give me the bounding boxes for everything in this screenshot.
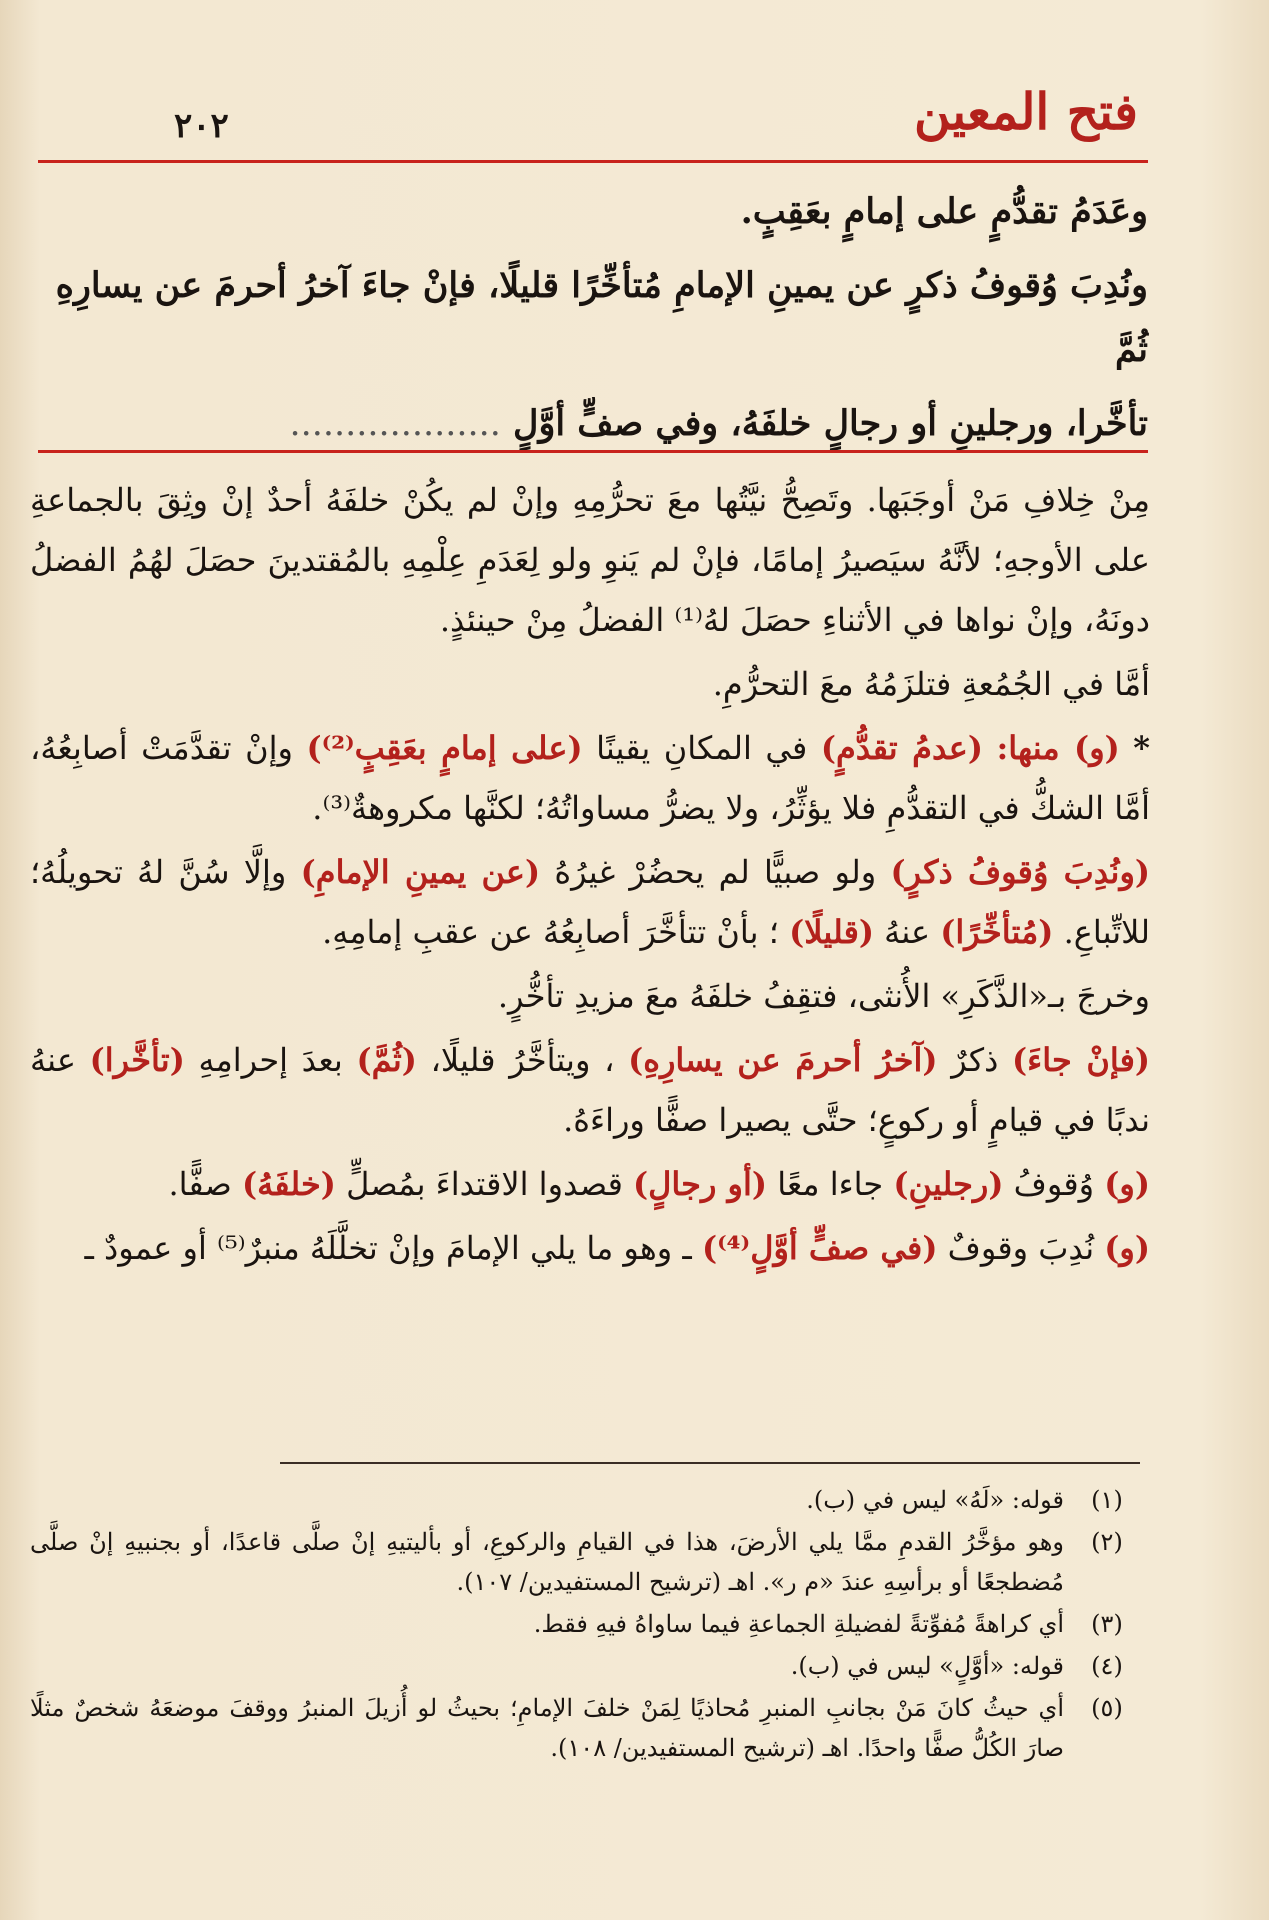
matn-quote: (و) bbox=[1104, 1229, 1150, 1267]
sharh-text-run: عنهُ ندبًا في قيامٍ أو ركوعٍ؛ حتَّى يصيرا صفًّا وراءَهُ. bbox=[30, 1041, 1150, 1139]
matn-quote: (و) bbox=[1104, 1165, 1150, 1203]
sharh-text-run: عنهُ bbox=[884, 913, 931, 951]
matn-quote: (و) منها: bbox=[996, 729, 1120, 767]
sharh-text-run: ولو صبيًّا لم يحضُرْ غيرُهُ bbox=[554, 853, 877, 891]
footnotes bbox=[30, 1480, 1150, 1770]
sharh-text-run: جاءا معًا bbox=[777, 1165, 884, 1203]
matn-line-dots: ................... bbox=[289, 404, 501, 444]
footnote-text: قوله: «لَهُ» ليس في (ب). bbox=[806, 1486, 1064, 1514]
matn-quote: (آخرُ أحرمَ عن يسارِهِ) bbox=[628, 1041, 938, 1079]
sharh-text-run: نُدِبَ وقوفٌ bbox=[947, 1229, 1095, 1267]
matn-quote: (مُتأخِّرًا) bbox=[940, 913, 1054, 951]
matn-quote: (على إمامٍ بعَقِبٍ⁽²⁾) bbox=[306, 729, 583, 767]
sharh-text-run: قصدوا الاقتداءَ بمُصلٍّ bbox=[346, 1165, 623, 1203]
sharh-text-run: ، ويتأخَّرُ قليلًا، bbox=[430, 1041, 615, 1079]
sharh-paragraph bbox=[30, 1030, 1150, 1150]
sharh-paragraph: أمَّا في الجُمُعةِ فتلزَمُهُ معَ التحرُّمِ. bbox=[712, 665, 1150, 703]
matn-quote: (خلفَهُ) bbox=[241, 1165, 336, 1203]
matn-line-text: تأخَّرا، ورجلينِ أو رجالٍ خلفَهُ، وفي صفٍّ أوَّلٍ bbox=[513, 403, 1148, 444]
page-number: ٢٠٢ bbox=[174, 106, 229, 146]
footnote bbox=[30, 1480, 1150, 1520]
sharh-paragraph bbox=[30, 842, 1150, 962]
matn-quote: (رجلينِ) bbox=[893, 1165, 1004, 1203]
matn-line bbox=[38, 392, 1148, 456]
footnote-number: (٤) bbox=[1091, 1652, 1123, 1680]
header-divider bbox=[38, 160, 1148, 163]
matn-line: وعَدَمُ تقدُّمٍ على إمامٍ بعَقِبٍ. bbox=[740, 191, 1148, 232]
sharh-text-run: وإلَّا سُنَّ لهُ تحويلُهُ؛ للاتِّباعِ. bbox=[30, 853, 1150, 951]
sharh-text-run: وإنْ تقدَّمَتْ أصابِعُهُ، أمَّا الشكُّ في التقدُّمِ فلا يؤثِّرُ، ولا يضرُّ مساواتُهُ؛ لكنَّها مكروهةٌ⁽³⁾. bbox=[30, 729, 1150, 827]
sharh-text-run: ذكرٌ bbox=[951, 1041, 999, 1079]
star-marker: * bbox=[1133, 729, 1151, 767]
matn-quote: (قليلًا) bbox=[789, 913, 874, 951]
footnote-text: وهو مؤخَّرُ القدمِ ممَّا يلي الأرضَ، هذا في القيامِ والركوعِ، أو بأليتيهِ إنْ صلَّى قاعدًا، أو بجنبيهِ إنْ صلَّى مُضطجعًا أو برأسِهِ عندَ «م ر». اهـ (ترشيح المستفيدين/ ١٠٧). bbox=[30, 1528, 1064, 1596]
footnote bbox=[30, 1646, 1150, 1686]
sharh-text-run: في المكانِ يقينًا bbox=[596, 729, 808, 767]
matn-quote: (تأخَّرا) bbox=[89, 1041, 185, 1079]
sharh-paragraph bbox=[30, 1154, 1150, 1214]
book-title: فتح المعين bbox=[914, 82, 1138, 141]
matn-quote: (ثُمَّ) bbox=[356, 1041, 417, 1079]
sharh-text-run: بعدَ إحرامِهِ bbox=[198, 1041, 343, 1079]
footnote bbox=[30, 1522, 1150, 1602]
matn-quote: (عن يمينِ الإمامِ) bbox=[300, 853, 541, 891]
page-header bbox=[38, 78, 1138, 158]
footnote bbox=[30, 1604, 1150, 1644]
sharh-paragraph: مِنْ خِلافِ مَنْ أوجَبَها. وتَصِحُّ نيَّتُها معَ تحرُّمِهِ وإنْ لم يكُنْ خلفَهُ أحدٌ إنْ وثِقَ بالجماعةِ على الأوجهِ؛ لأنَّهُ سيَصيرُ إمامًا، فإنْ لم يَنوِ ولو لِعَدَمِ عِلْمِهِ بالمُقتدينَ حصَلَ لهُمُ الفضلُ دونَهُ، وإنْ نواها في الأثناءِ حصَلَ لهُ⁽¹⁾ الفضلُ مِنْ حينئذٍ. bbox=[30, 481, 1150, 639]
sharh-text-run: ؛ بأنْ تتأخَّرَ أصابِعُهُ عن عقبِ إمامِهِ. bbox=[322, 913, 779, 951]
matn-quote: (فإنْ جاءَ) bbox=[1012, 1041, 1151, 1079]
footnote bbox=[30, 1688, 1150, 1768]
matn-line: ونُدِبَ وُقوفُ ذكرٍ عن يمينِ الإمامِ مُتأخِّرًا قليلًا، فإنْ جاءَ آخرُ أحرمَ عن يسارِهِ ثُمَّ bbox=[55, 265, 1148, 370]
matn-divider bbox=[38, 450, 1148, 453]
matn-quote: (عدمُ تقدُّمٍ) bbox=[820, 729, 983, 767]
matn-quote: (في صفٍّ أوَّلٍ⁽⁴⁾) bbox=[701, 1229, 938, 1267]
matn-quote: (أو رجالٍ) bbox=[633, 1165, 768, 1203]
sharh-paragraph bbox=[30, 718, 1150, 838]
matn-text bbox=[38, 180, 1148, 466]
matn-quote: (ونُدِبَ وُقوفُ ذكرٍ) bbox=[890, 853, 1151, 891]
footnote-text: أي كراهةً مُفوِّتةً لفضيلةِ الجماعةِ فيما ساواهُ فيهِ فقط. bbox=[533, 1610, 1064, 1638]
sharh-text bbox=[30, 470, 1150, 1282]
sharh-text-run: وُقوفُ bbox=[1013, 1165, 1095, 1203]
sharh-text-run: ـ وهو ما يلي الإمامَ وإنْ تخلَّلَهُ منبرٌ⁽⁵⁾ أو عمودٌ ـ bbox=[84, 1229, 692, 1267]
sharh-text-run: صفًّا. bbox=[168, 1165, 232, 1203]
footnote-number: (١) bbox=[1091, 1486, 1123, 1514]
footnote-divider bbox=[280, 1462, 1140, 1464]
footnote-number: (٥) bbox=[1091, 1694, 1123, 1722]
footnote-number: (٢) bbox=[1091, 1528, 1123, 1556]
footnote-text: أي حيثُ كانَ مَنْ بجانبِ المنبرِ مُحاذيًا لِمَنْ خلفَ الإمامِ؛ بحيثُ لو أُزيلَ المنبرُ ووقفَ موضعَهُ شخصٌ مثلًا صارَ الكُلُّ صفًّا واحدًا. اهـ (ترشيح المستفيدين/ ١٠٨). bbox=[30, 1694, 1064, 1762]
footnote-number: (٣) bbox=[1091, 1610, 1123, 1638]
footnote-text: قوله: «أوَّلٍ» ليس في (ب). bbox=[790, 1652, 1064, 1680]
sharh-paragraph: وخرجَ بـ«الذَّكَرِ» الأُنثى، فتقِفُ خلفَهُ معَ مزيدِ تأخُّرٍ. bbox=[497, 977, 1150, 1015]
sharh-paragraph bbox=[30, 1218, 1150, 1278]
